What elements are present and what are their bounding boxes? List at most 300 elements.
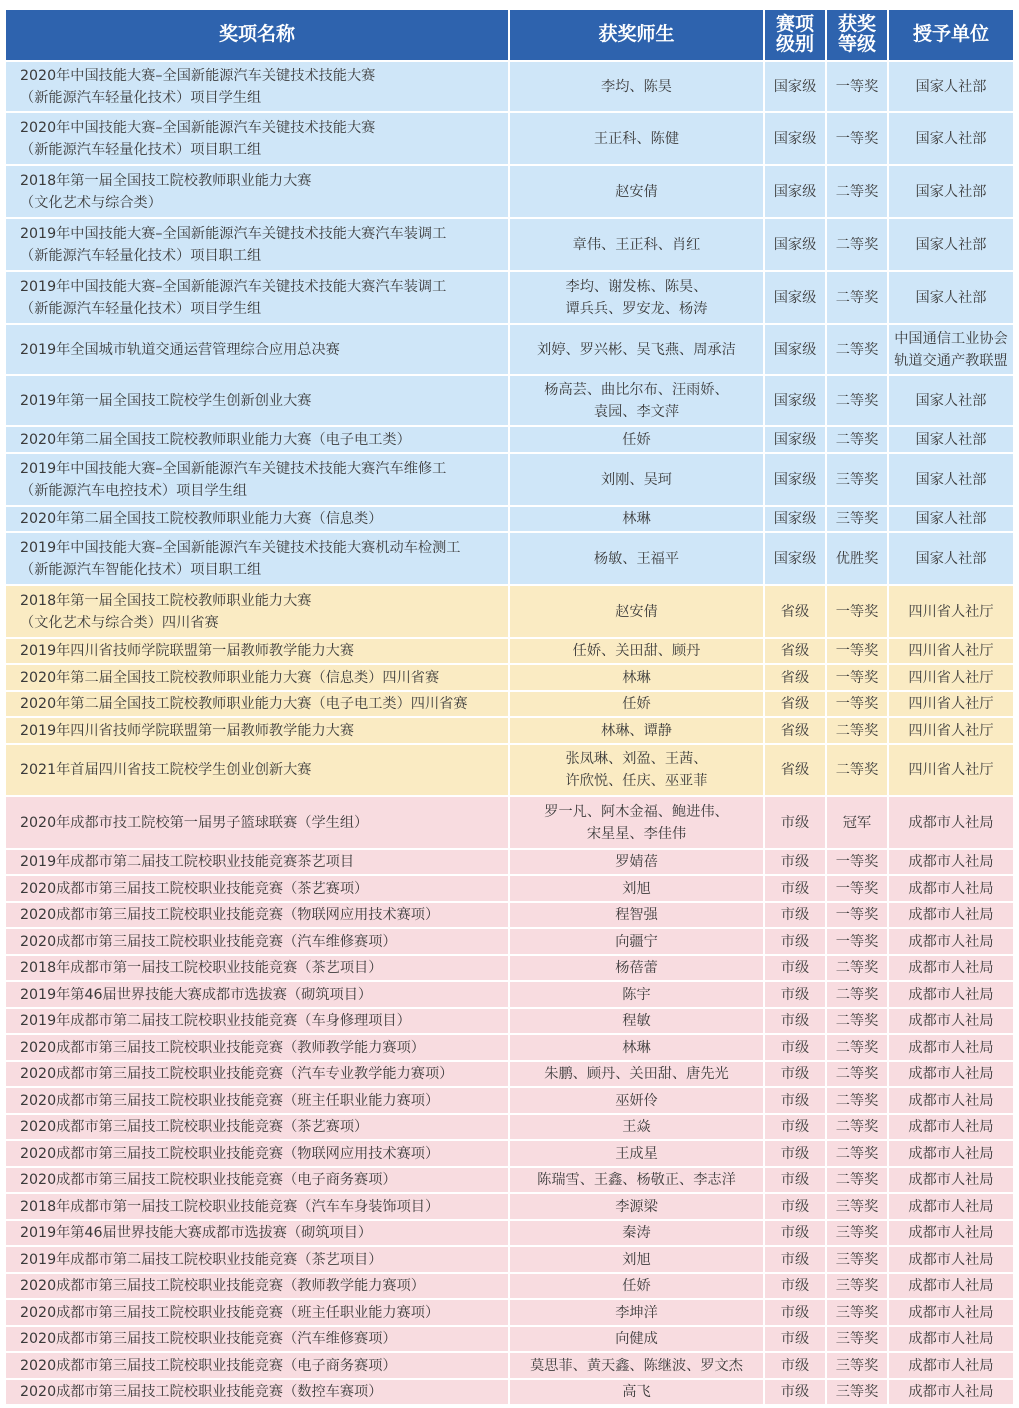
winners-cell-text: 刘旭	[622, 1251, 651, 1268]
issuer-cell-text: 四川省人社厅	[908, 696, 994, 712]
issuer-cell	[888, 717, 1014, 744]
level-cell-text: 国家级	[773, 236, 817, 253]
winners-cell	[509, 1352, 764, 1379]
level-cell-text: 省级	[780, 696, 810, 712]
level-cell	[764, 796, 826, 849]
issuer-cell-text: 成都市人社局	[908, 1013, 994, 1029]
table-row	[5, 1008, 1014, 1034]
issuer-cell-text: 成都市人社局	[908, 1357, 994, 1374]
award-name-cell-text: 2020成都市第三届技工院校职业技能竞赛（茶艺赛项）	[20, 1119, 369, 1135]
winners-cell	[509, 796, 764, 849]
level-cell	[764, 1193, 826, 1220]
level-cell	[764, 1379, 826, 1405]
table-row	[5, 506, 1014, 532]
winners-cell	[509, 928, 764, 955]
winners-cell	[509, 218, 764, 271]
table-row	[5, 165, 1014, 218]
award-name-cell-text: 2019年中国技能大赛–全国新能源汽车关键技术技能大赛汽车维修工 （新能源汽车电控技术）项目学生组	[20, 460, 447, 499]
award-name-cell	[5, 744, 509, 796]
grade-cell-text: 一等奖	[835, 78, 879, 95]
level-cell	[764, 875, 826, 902]
grade-cell	[826, 1140, 888, 1167]
level-cell	[764, 453, 826, 506]
grade-cell-text: 一等奖	[835, 933, 879, 950]
winners-cell-text: 程敏	[622, 1013, 651, 1029]
winners-cell-text: 林琳、谭静	[601, 722, 672, 739]
winners-cell	[509, 1246, 764, 1273]
winners-cell	[509, 717, 764, 744]
level-cell	[764, 744, 826, 796]
table-row	[5, 664, 1014, 691]
winners-cell	[509, 1379, 764, 1405]
table-row	[5, 585, 1014, 638]
issuer-cell-text: 成都市人社局	[908, 1251, 994, 1268]
winners-cell-text: 李坤洋	[615, 1304, 658, 1321]
grade-cell-text: 一等奖	[835, 643, 879, 659]
header-competition-level-label: 赛项级别	[775, 13, 814, 55]
winners-cell-text: 向疆宁	[615, 933, 658, 950]
winners-cell-text: 任娇	[622, 1278, 651, 1294]
level-cell	[764, 1220, 826, 1246]
grade-cell-text: 二等奖	[835, 1119, 879, 1135]
award-name-cell	[5, 426, 509, 453]
level-cell-text: 市级	[780, 1225, 810, 1241]
winners-cell	[509, 902, 764, 928]
winners-cell	[509, 1273, 764, 1299]
award-name-cell	[5, 638, 509, 664]
grade-cell-text: 一等奖	[835, 669, 879, 686]
award-name-cell	[5, 928, 509, 955]
issuer-cell-text: 成都市人社局	[908, 1145, 994, 1162]
level-cell-text: 国家级	[773, 78, 817, 95]
table-row	[5, 796, 1014, 849]
grade-cell-text: 二等奖	[835, 1013, 879, 1029]
issuer-cell	[888, 585, 1014, 638]
issuer-cell-text: 成都市人社局	[908, 933, 994, 950]
winners-cell-text: 赵安倩	[615, 603, 658, 620]
winners-cell	[509, 532, 764, 585]
issuer-cell	[888, 1087, 1014, 1114]
level-cell-text: 市级	[780, 1331, 810, 1347]
grade-cell	[826, 744, 888, 796]
grade-cell-text: 二等奖	[835, 986, 879, 1003]
grade-cell	[826, 1034, 888, 1061]
grade-cell-text: 三等奖	[835, 1357, 879, 1374]
table-row	[5, 1326, 1014, 1352]
issuer-cell-text: 成都市人社局	[908, 1198, 994, 1215]
winners-cell	[509, 453, 764, 506]
award-name-cell	[5, 1352, 509, 1379]
winners-cell	[509, 506, 764, 532]
issuer-cell-text: 成都市人社局	[908, 1039, 994, 1056]
level-cell-text: 市级	[780, 907, 810, 923]
award-name-cell-text: 2018年成都市第一届技工院校职业技能竞赛（汽车车身装饰项目）	[20, 1198, 440, 1215]
winners-cell	[509, 165, 764, 218]
header-winners: 获奖师生	[509, 9, 764, 61]
winners-cell	[509, 324, 764, 375]
award-name-cell-text: 2018年第一届全国技工院校教师职业能力大赛 （文化艺术与综合类）	[20, 172, 312, 211]
grade-cell-text: 一等奖	[835, 696, 879, 712]
award-name-cell-text: 2019年成都市第二届技工院校职业技能竞赛茶艺项目	[20, 854, 355, 870]
award-name-cell-text: 2019年第46届世界技能大赛成都市选拔赛（砌筑项目）	[20, 986, 373, 1003]
issuer-cell-text: 成都市人社局	[908, 1066, 994, 1082]
level-cell	[764, 1246, 826, 1273]
winners-cell-text: 赵安倩	[615, 183, 658, 200]
issuer-cell	[888, 1193, 1014, 1220]
grade-cell-text: 二等奖	[835, 431, 879, 448]
level-cell-text: 市级	[780, 1304, 810, 1321]
table-row	[5, 1193, 1014, 1220]
winners-cell-text: 王焱	[622, 1119, 651, 1135]
level-cell-text: 市级	[780, 854, 810, 870]
winners-cell-text: 林琳	[622, 1039, 651, 1056]
grade-cell-text: 二等奖	[835, 1172, 879, 1188]
level-cell-text: 市级	[780, 814, 810, 831]
table-row	[5, 532, 1014, 585]
award-name-cell-text: 2019年四川省技师学院联盟第一届教师教学能力大赛	[20, 643, 355, 659]
issuer-cell-text: 四川省人社厅	[908, 762, 994, 778]
table-header	[5, 9, 1014, 61]
issuer-cell-text: 成都市人社局	[908, 960, 994, 976]
award-name-cell	[5, 849, 509, 875]
winners-cell	[509, 426, 764, 453]
grade-cell	[826, 1114, 888, 1140]
level-cell-text: 市级	[780, 1278, 810, 1294]
header-award-grade-label: 获奖等级	[837, 13, 876, 55]
issuer-cell-text: 国家人社部	[915, 471, 987, 488]
award-name-cell-text: 2020年第二届全国技工院校教师职业能力大赛（信息类）	[20, 511, 383, 527]
issuer-cell-text: 成都市人社局	[908, 1225, 994, 1241]
award-name-cell	[5, 165, 509, 218]
level-cell-text: 市级	[780, 1172, 810, 1188]
winners-cell	[509, 112, 764, 165]
grade-cell-text: 三等奖	[835, 511, 879, 527]
issuer-cell-text: 四川省人社厅	[908, 603, 994, 620]
winners-cell-text: 王正科、陈健	[593, 130, 680, 147]
level-cell	[764, 955, 826, 981]
grade-cell-text: 优胜奖	[835, 550, 879, 567]
level-cell	[764, 271, 826, 324]
grade-cell	[826, 928, 888, 955]
level-cell	[764, 1352, 826, 1379]
table-row	[5, 271, 1014, 324]
award-name-cell	[5, 453, 509, 506]
issuer-cell	[888, 691, 1014, 717]
grade-cell-text: 三等奖	[835, 1304, 879, 1321]
grade-cell-text: 二等奖	[835, 392, 879, 409]
issuer-cell-text: 国家人社部	[915, 78, 987, 95]
level-cell-text: 国家级	[773, 183, 817, 200]
issuer-cell	[888, 1034, 1014, 1061]
table-row	[5, 955, 1014, 981]
level-cell	[764, 1034, 826, 1061]
issuer-cell-text: 国家人社部	[915, 431, 987, 448]
issuer-cell	[888, 1167, 1014, 1193]
grade-cell-text: 冠军	[842, 814, 872, 831]
table-row	[5, 1299, 1014, 1326]
award-name-cell-text: 2020成都市第三届技工院校职业技能竞赛（电子商务赛项）	[20, 1172, 397, 1188]
award-name-cell	[5, 1220, 509, 1246]
grade-cell-text: 二等奖	[835, 236, 879, 253]
winners-cell-text: 杨高芸、曲比尔布、汪雨娇、 袁园、李文萍	[544, 381, 729, 420]
level-cell-text: 国家级	[773, 392, 817, 409]
winners-cell	[509, 1034, 764, 1061]
award-name-cell	[5, 875, 509, 902]
issuer-cell-text: 国家人社部	[915, 236, 987, 253]
grade-cell	[826, 61, 888, 112]
issuer-cell	[888, 1220, 1014, 1246]
issuer-cell	[888, 664, 1014, 691]
grade-cell-text: 三等奖	[835, 1225, 879, 1241]
issuer-cell	[888, 902, 1014, 928]
issuer-cell	[888, 981, 1014, 1008]
grade-cell	[826, 1167, 888, 1193]
award-name-cell	[5, 506, 509, 532]
header-competition-level	[764, 9, 826, 61]
grade-cell	[826, 271, 888, 324]
level-cell	[764, 585, 826, 638]
header-row	[5, 9, 1014, 61]
level-cell-text: 省级	[780, 762, 810, 778]
grade-cell	[826, 112, 888, 165]
award-name-cell	[5, 955, 509, 981]
level-cell-text: 市级	[780, 1145, 810, 1162]
level-cell-text: 市级	[780, 1039, 810, 1056]
award-name-cell-text: 2019年第一届全国技工院校学生创新创业大赛	[20, 392, 312, 409]
issuer-cell-text: 成都市人社局	[908, 854, 994, 870]
winners-cell-text: 高飞	[622, 1384, 651, 1400]
winners-cell-text: 李源梁	[615, 1198, 658, 1215]
winners-cell-text: 巫妍伶	[615, 1092, 658, 1109]
level-cell-text: 市级	[780, 933, 810, 950]
award-name-cell	[5, 717, 509, 744]
table-body	[5, 61, 1014, 1405]
winners-cell-text: 李均、陈昊	[601, 78, 672, 95]
table-row	[5, 902, 1014, 928]
grade-cell-text: 三等奖	[835, 1278, 879, 1294]
issuer-cell-text: 成都市人社局	[908, 814, 994, 831]
award-name-cell-text: 2021年首届四川省技工院校学生创业创新大赛	[20, 762, 312, 778]
issuer-cell-text: 成都市人社局	[908, 1172, 994, 1188]
level-cell-text: 市级	[780, 960, 810, 976]
award-name-cell	[5, 532, 509, 585]
grade-cell	[826, 585, 888, 638]
issuer-cell-text: 成都市人社局	[908, 880, 994, 897]
winners-cell	[509, 981, 764, 1008]
level-cell	[764, 1008, 826, 1034]
issuer-cell	[888, 1114, 1014, 1140]
table-row	[5, 691, 1014, 717]
issuer-cell-text: 四川省人社厅	[908, 722, 994, 739]
issuer-cell-text: 成都市人社局	[908, 986, 994, 1003]
grade-cell-text: 二等奖	[835, 1039, 879, 1056]
grade-cell-text: 三等奖	[835, 1198, 879, 1215]
level-cell-text: 国家级	[773, 431, 817, 448]
level-cell	[764, 664, 826, 691]
grade-cell-text: 一等奖	[835, 603, 879, 620]
grade-cell	[826, 506, 888, 532]
header-issuer: 授予单位	[888, 9, 1014, 61]
award-name-cell	[5, 585, 509, 638]
level-cell-text: 国家级	[773, 289, 817, 306]
table-row	[5, 61, 1014, 112]
level-cell	[764, 981, 826, 1008]
award-name-cell	[5, 1246, 509, 1273]
issuer-cell	[888, 955, 1014, 981]
issuer-cell	[888, 506, 1014, 532]
award-name-cell-text: 2020年中国技能大赛–全国新能源汽车关键技术技能大赛 （新能源汽车轻量化技术）项目职工组	[20, 119, 376, 158]
level-cell-text: 市级	[780, 986, 810, 1003]
grade-cell-text: 一等奖	[835, 130, 879, 147]
winners-cell-text: 任娇	[622, 431, 651, 448]
grade-cell	[826, 426, 888, 453]
grade-cell-text: 一等奖	[835, 907, 879, 923]
award-name-cell-text: 2020年第二届全国技工院校教师职业能力大赛（电子电工类）	[20, 431, 411, 448]
table-row	[5, 849, 1014, 875]
level-cell	[764, 1087, 826, 1114]
table-row	[5, 1114, 1014, 1140]
grade-cell	[826, 218, 888, 271]
issuer-cell-text: 四川省人社厅	[908, 669, 994, 686]
winners-cell-text: 杨敏、王福平	[593, 550, 680, 567]
issuer-cell	[888, 1352, 1014, 1379]
level-cell	[764, 532, 826, 585]
table-row	[5, 1140, 1014, 1167]
award-name-cell-text: 2020成都市第三届技工院校职业技能竞赛（数控车赛项）	[20, 1384, 383, 1400]
issuer-cell	[888, 1273, 1014, 1299]
winners-cell	[509, 1061, 764, 1087]
issuer-cell	[888, 271, 1014, 324]
issuer-cell-text: 成都市人社局	[908, 907, 994, 923]
winners-cell	[509, 61, 764, 112]
award-name-cell	[5, 664, 509, 691]
award-name-cell	[5, 1034, 509, 1061]
grade-cell-text: 二等奖	[835, 341, 879, 358]
issuer-cell-text: 成都市人社局	[908, 1092, 994, 1109]
level-cell	[764, 1061, 826, 1087]
grade-cell	[826, 691, 888, 717]
issuer-cell	[888, 165, 1014, 218]
level-cell-text: 省级	[780, 722, 810, 739]
awards-table	[4, 8, 1015, 1406]
grade-cell-text: 三等奖	[835, 1251, 879, 1268]
award-name-cell-text: 2020成都市第三届技工院校职业技能竞赛（班主任职业能力赛项）	[20, 1092, 440, 1109]
award-name-cell	[5, 1061, 509, 1087]
grade-cell	[826, 796, 888, 849]
level-cell-text: 国家级	[773, 130, 817, 147]
winners-cell	[509, 875, 764, 902]
award-name-cell-text: 2019年成都市第二届技工院校职业技能竞赛（车身修理项目）	[20, 1013, 411, 1029]
winners-cell	[509, 849, 764, 875]
winners-cell	[509, 744, 764, 796]
issuer-cell	[888, 375, 1014, 426]
issuer-cell	[888, 928, 1014, 955]
level-cell	[764, 1299, 826, 1326]
award-name-cell-text: 2020年第二届全国技工院校教师职业能力大赛（信息类）四川省赛	[20, 669, 440, 686]
award-name-cell	[5, 902, 509, 928]
level-cell	[764, 61, 826, 112]
table-row	[5, 638, 1014, 664]
winners-cell	[509, 1299, 764, 1326]
issuer-cell-text: 四川省人社厅	[908, 643, 994, 659]
table-row	[5, 1246, 1014, 1273]
level-cell	[764, 165, 826, 218]
winners-cell	[509, 585, 764, 638]
header-award-grade	[826, 9, 888, 61]
award-name-cell-text: 2019年中国技能大赛–全国新能源汽车关键技术技能大赛机动车检测工 （新能源汽车智能化技术）项目职工组	[20, 539, 461, 578]
winners-cell	[509, 691, 764, 717]
level-cell-text: 省级	[780, 669, 810, 686]
issuer-cell-text: 成都市人社局	[908, 1304, 994, 1321]
grade-cell-text: 三等奖	[835, 1384, 879, 1400]
grade-cell	[826, 1220, 888, 1246]
table-row	[5, 744, 1014, 796]
grade-cell	[826, 324, 888, 375]
award-name-cell-text: 2020成都市第三届技工院校职业技能竞赛（汽车维修赛项）	[20, 1331, 397, 1347]
winners-cell-text: 林琳	[622, 511, 651, 527]
winners-cell	[509, 1193, 764, 1220]
grade-cell	[826, 165, 888, 218]
level-cell-text: 省级	[780, 643, 810, 659]
award-name-cell-text: 2019年第46届世界技能大赛成都市选拔赛（砌筑项目）	[20, 1225, 373, 1241]
table-row	[5, 426, 1014, 453]
grade-cell	[826, 1352, 888, 1379]
grade-cell	[826, 849, 888, 875]
award-name-cell	[5, 1326, 509, 1352]
level-cell	[764, 375, 826, 426]
winners-cell	[509, 638, 764, 664]
grade-cell	[826, 1061, 888, 1087]
award-name-cell-text: 2020成都市第三届技工院校职业技能竞赛（物联网应用技术赛项）	[20, 1145, 440, 1162]
winners-cell-text: 任娇、关田甜、顾丹	[572, 643, 701, 659]
level-cell	[764, 902, 826, 928]
level-cell-text: 市级	[780, 1198, 810, 1215]
award-name-cell	[5, 1008, 509, 1034]
table-row	[5, 453, 1014, 506]
issuer-cell-text: 国家人社部	[915, 550, 987, 567]
issuer-cell	[888, 218, 1014, 271]
level-cell-text: 市级	[780, 1119, 810, 1135]
issuer-cell	[888, 1246, 1014, 1273]
grade-cell	[826, 1379, 888, 1405]
grade-cell	[826, 638, 888, 664]
award-name-cell	[5, 324, 509, 375]
level-cell-text: 市级	[780, 1384, 810, 1400]
grade-cell-text: 二等奖	[835, 1145, 879, 1162]
grade-cell-text: 二等奖	[835, 762, 879, 778]
issuer-cell	[888, 796, 1014, 849]
level-cell	[764, 1273, 826, 1299]
winners-cell-text: 杨蓓蕾	[615, 960, 658, 976]
issuer-cell	[888, 1326, 1014, 1352]
issuer-cell-text: 国家人社部	[915, 289, 987, 306]
winners-cell	[509, 375, 764, 426]
winners-cell-text: 程智强	[615, 907, 658, 923]
issuer-cell-text: 国家人社部	[915, 130, 987, 147]
winners-cell	[509, 1326, 764, 1352]
issuer-cell	[888, 1008, 1014, 1034]
level-cell	[764, 218, 826, 271]
grade-cell	[826, 1246, 888, 1273]
grade-cell	[826, 875, 888, 902]
award-name-cell	[5, 1087, 509, 1114]
awards-table-container	[4, 8, 1013, 1406]
winners-cell-text: 刘旭	[622, 880, 651, 897]
award-name-cell-text: 2018年成都市第一届技工院校职业技能竞赛（茶艺项目）	[20, 960, 383, 976]
level-cell	[764, 1140, 826, 1167]
award-name-cell-text: 2020成都市第三届技工院校职业技能竞赛（班主任职业能力赛项）	[20, 1304, 440, 1321]
award-name-cell	[5, 271, 509, 324]
